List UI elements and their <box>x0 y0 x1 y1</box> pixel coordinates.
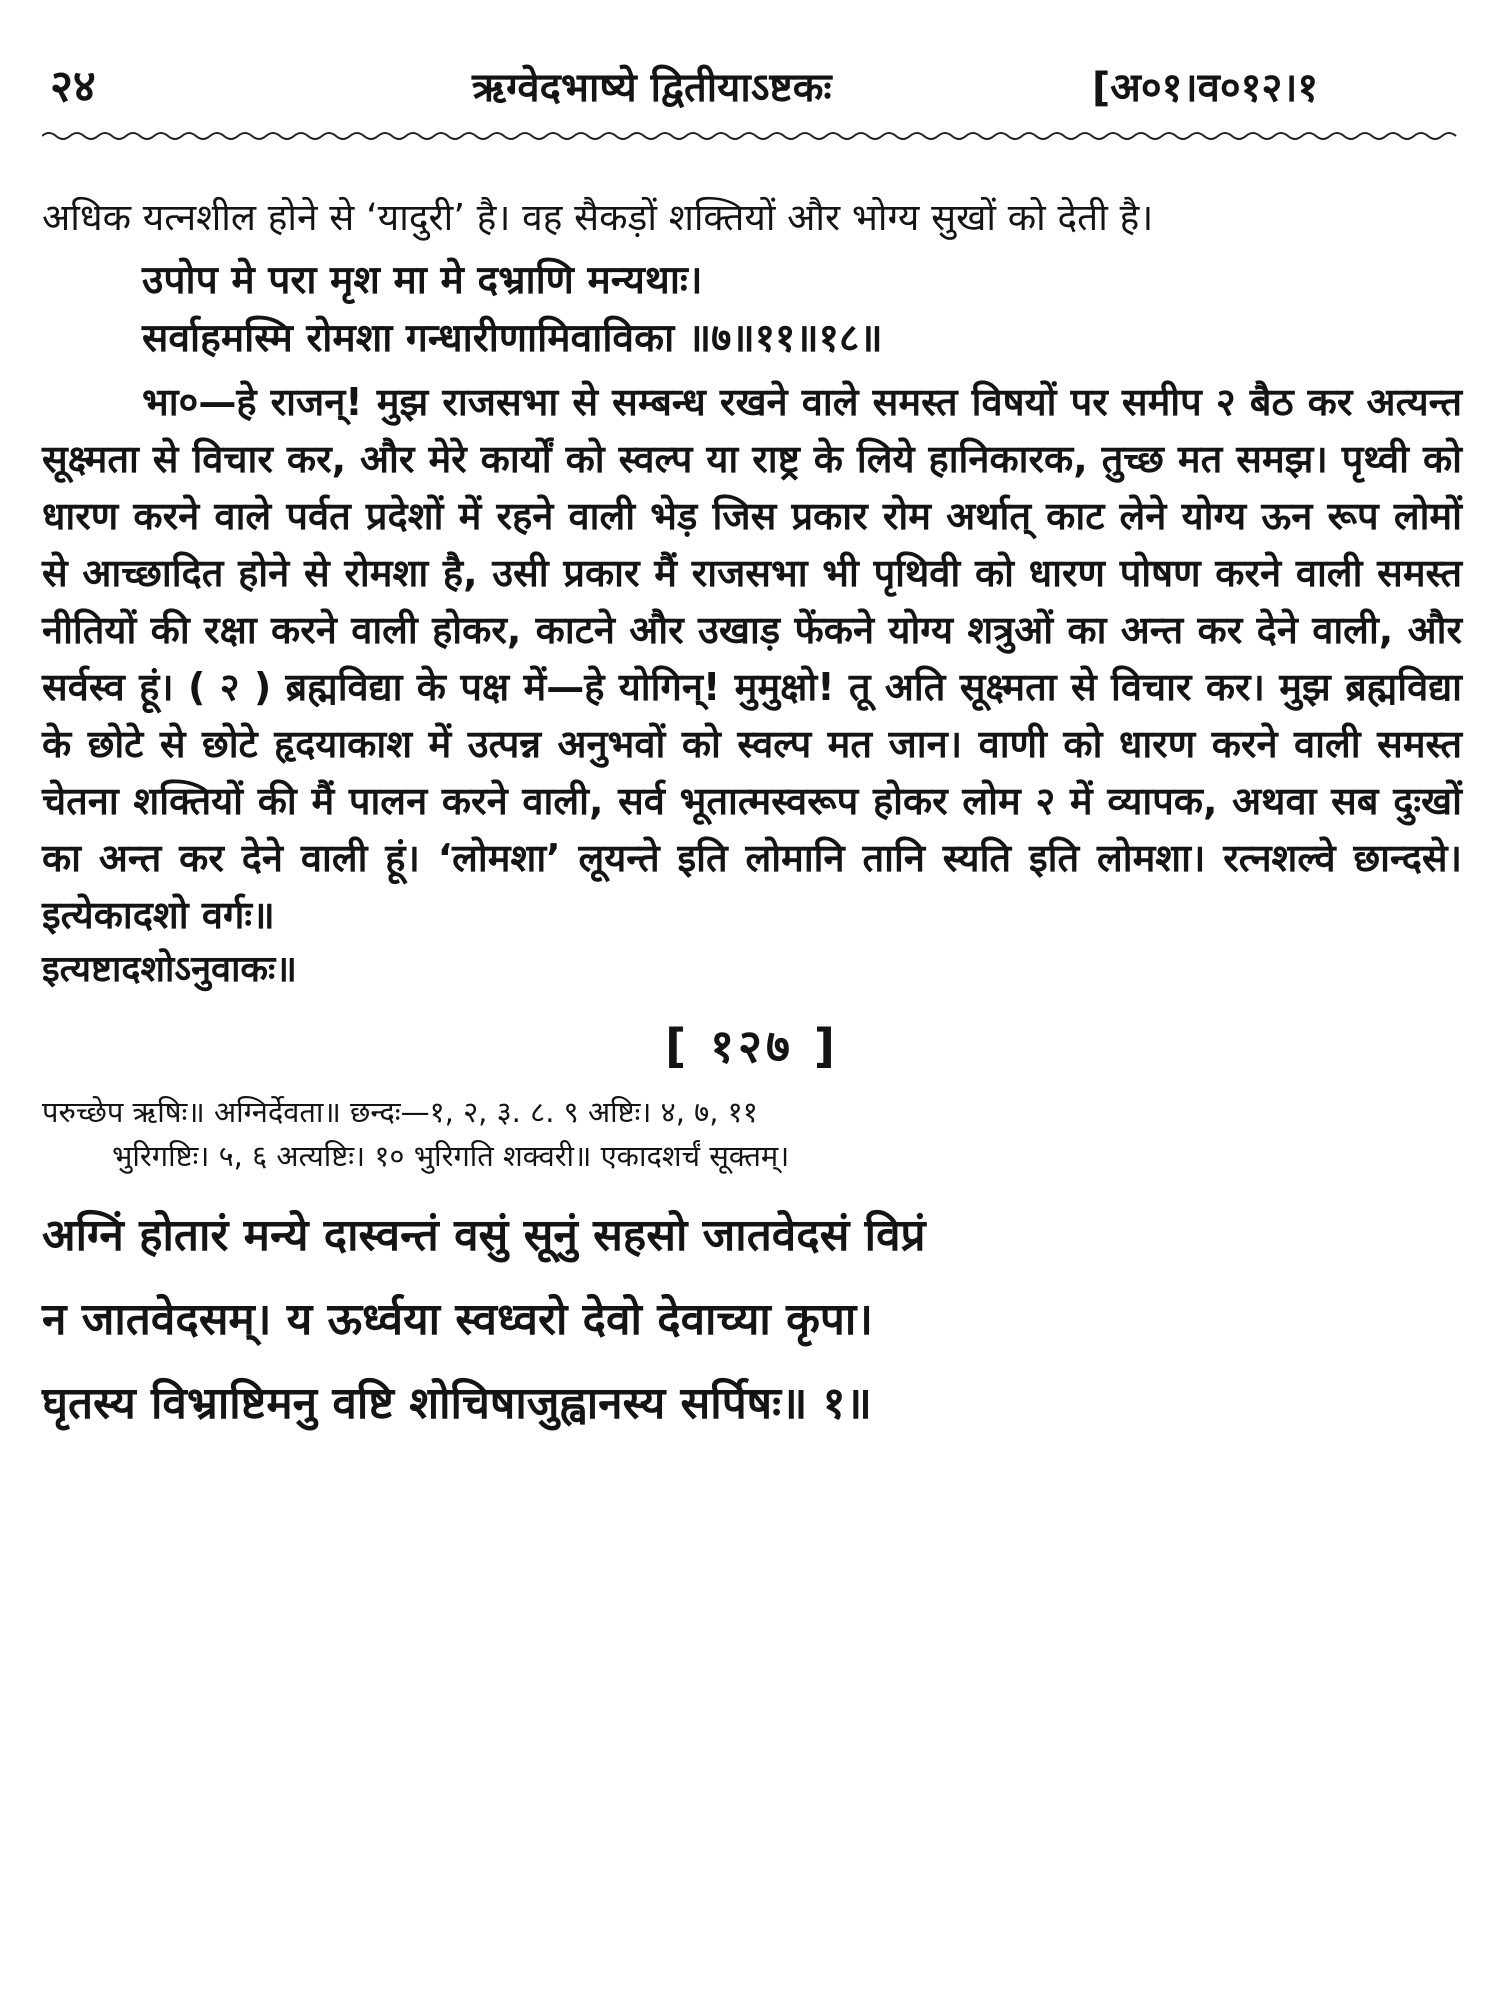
bhashya-paragraph: भा०—हे राजन्! मुझ राजसभा से सम्बन्ध रखने वाले समस्त विषयों पर समीप २ बैठ कर अत्यन्त सूक्ष्मता से विचार कर, और मेरे कार्यों को स्वल्प या राष्ट्र के लिये हानिकारक, तुच्छ मत समझ। पृथ्वी को धारण करने वाले पर्वत प्रदेशों में रहने वाली भेड़ जिस प्रकार रोम अर्थात् काट लेने योग्य ऊन रूप लोमों से आच्छादित होने से रोमशा है, उसी प्रकार मैं राजसभा भी पृथिवी को धारण पोषण करने वाली समस्त नीतियों की रक्षा करने वाली होकर, काटने और उखाड़ फेंकने योग्य शत्रुओं का अन्त कर देने वाली, और सर्वस्व हूं। ( २ ) ब्रह्मविद्या के पक्ष में—हे योगिन्! मुमुक्षो! तू अति सूक्ष्मता से विचार कर। मुझ ब्रह्मविद्या के छोटे से छोटे हृदयाकाश में उत्पन्न अनुभवों को स्वल्प मत जान। वाणी को धारण करने वाली समस्त चेतना शक्तियों की मैं पालन करने वाली, सर्व भूतात्मस्वरूप होकर लोम २ में व्यापक, अथवा सब दुःखों का अन्त कर देने वाली हूं। ‘लोमशा’ लूयन्ते इति लोमानि तानि स्यति इति लोमशा। रत्नशल्वे छान्दसे। इत्येकादशो वर्गः॥ <box>42 380 1462 937</box>
verse-line-1: उपोप मे परा मृश मा मे दभ्राणि मन्यथाः। <box>142 258 703 303</box>
header-divider <box>42 128 1462 144</box>
sukta-number: [ १२७ ] <box>665 1019 839 1073</box>
verse-line-2: सर्वाहमस्मि रोमशा गन्धारीणामिवाविका ॥७॥११॥१८॥ <box>142 316 883 361</box>
page-header <box>42 40 1462 120</box>
sukta-meta-line-1: परुच्छेप ऋषिः॥ अग्निर्देवता॥ छन्दः—१, २, ३. ८. ९ अष्टिः। ४, ७, ११ <box>42 1095 758 1129</box>
anuvaka-end-line: इत्यष्टादशोऽनुवाकः॥ <box>42 949 297 990</box>
sukta-meta-line-2: भुरिगष्टिः। ५, ६ अत्यष्टिः। १० भुरिगति शक्वरी॥ एकादशर्चं सूक्तम्। <box>112 1139 790 1173</box>
mantra-line-2: न जातवेदसम्। य ऊर्ध्वया स्वध्वरो देवो देवाच्या कृपा। <box>42 1294 873 1345</box>
running-title: ऋग्वेदभाष्ये द्वितीयाऽष्टकः <box>472 65 832 111</box>
book-page <box>42 40 1462 1970</box>
main-text <box>42 190 1462 1446</box>
mantra-line-3: घृतस्य विभ्राष्टिमनु वष्टि शोचिषाजुह्वानस्य सर्पिषः॥ १॥ <box>42 1378 872 1429</box>
intro-paragraph: अधिक यत्नशील होने से ‘यादुरी’ है। वह सैकड़ों शक्तियों और भोग्य सुखों को देती है। <box>42 196 1154 239</box>
page-number: २४ <box>50 61 96 112</box>
verse-block <box>142 252 1462 368</box>
mantra-line-1: अग्निं होतारं मन्ये दास्वन्तं वसुं सूनुं सहसो जातवेदसं विप्रं <box>42 1210 926 1261</box>
section-reference: [अ०१।व०१२।१ <box>1092 65 1319 111</box>
mantra-block <box>42 1194 1462 1446</box>
